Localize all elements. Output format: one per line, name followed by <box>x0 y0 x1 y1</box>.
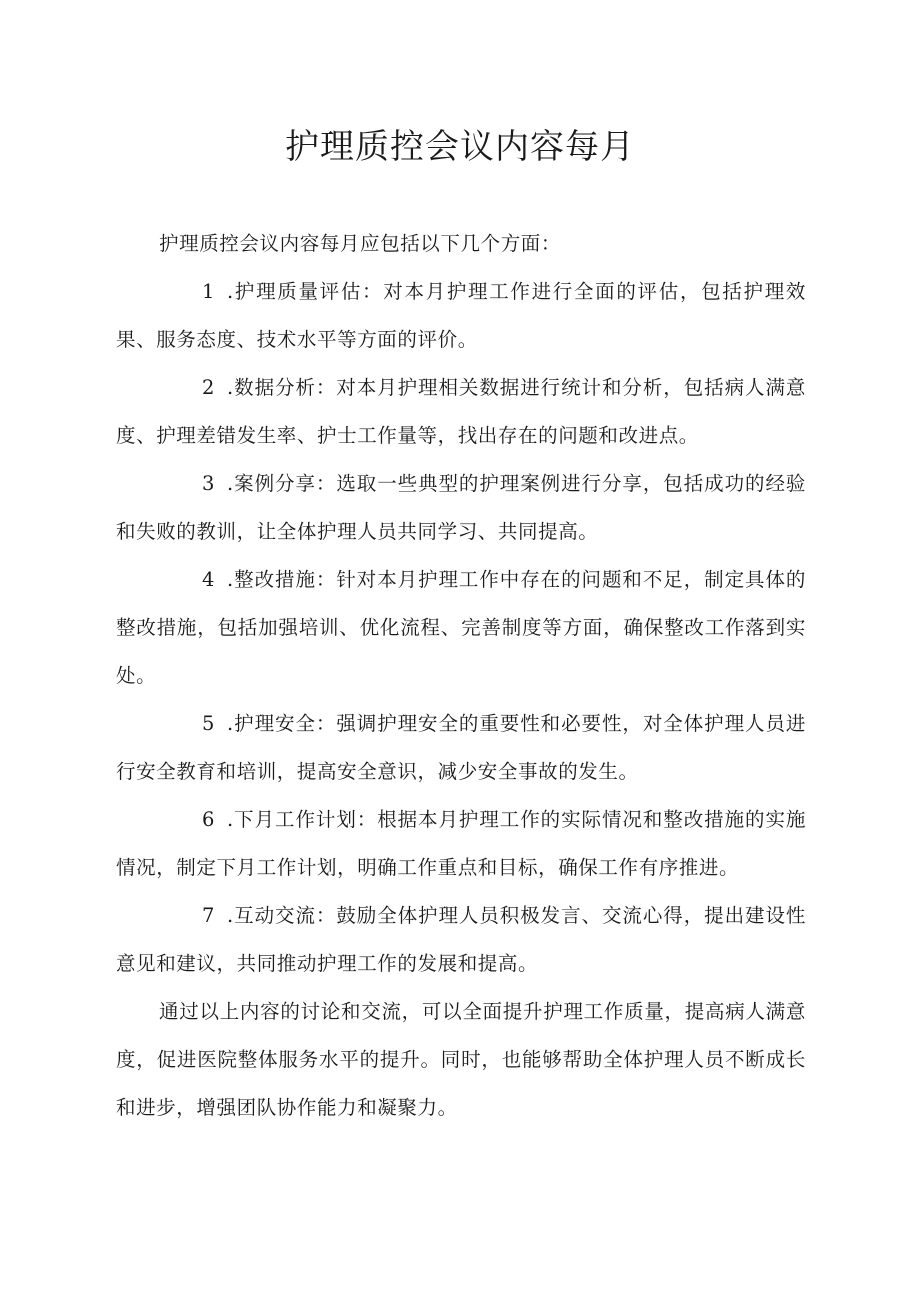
item-number: 5 <box>202 712 216 735</box>
item-text: .整改措施：针对本月护理工作中存在的问题和不足，制定具体的整改措施，包括加强培训、优化流程、完善制度等方面，确保整改工作落到实处。 <box>116 568 806 687</box>
item-number: 1 <box>202 280 216 303</box>
list-item <box>116 892 806 988</box>
item-number: 2 <box>202 376 216 399</box>
item-text: .下月工作计划：根据本月护理工作的实际情况和整改措施的实施情况，制定下月工作计划，明确工作重点和目标，确保工作有序推进。 <box>116 808 806 879</box>
item-number: 7 <box>202 904 216 927</box>
list-item <box>116 556 806 700</box>
document-body <box>116 220 806 1132</box>
page-title: 护理质控会议内容每月 <box>285 127 635 167</box>
item-text: .护理安全：强调护理安全的重要性和必要性，对全体护理人员进行安全教育和培训，提高安全意识，减少安全事故的发生。 <box>116 712 806 783</box>
list-item <box>116 796 806 892</box>
item-number: 4 <box>202 568 216 591</box>
intro-paragraph: 护理质控会议内容每月应包括以下几个方面： <box>159 232 562 255</box>
item-text: .护理质量评估：对本月护理工作进行全面的评估，包括护理效果、服务态度、技术水平等方面的评价。 <box>116 280 806 351</box>
item-text: .互动交流：鼓励全体护理人员积极发言、交流心得，提出建设性意见和建议，共同推动护理工作的发展和提高。 <box>116 904 806 975</box>
list-item <box>116 700 806 796</box>
list-item <box>116 364 806 460</box>
item-text: .案例分享：选取一些典型的护理案例进行分享，包括成功的经验和失败的教训，让全体护理人员共同学习、共同提高。 <box>116 472 806 543</box>
list-item <box>116 268 806 364</box>
item-number: 3 <box>202 472 216 495</box>
conclusion-paragraph: 通过以上内容的讨论和交流，可以全面提升护理工作质量，提高病人满意度，促进医院整体服务水平的提升。同时，也能够帮助全体护理人员不断成长和进步，增强团队协作能力和凝聚力。 <box>116 1000 806 1119</box>
item-text: .数据分析：对本月护理相关数据进行统计和分析，包括病人满意度、护理差错发生率、护士工作量等，找出存在的问题和改进点。 <box>116 376 806 447</box>
list-item <box>116 460 806 556</box>
item-number: 6 <box>202 808 216 831</box>
